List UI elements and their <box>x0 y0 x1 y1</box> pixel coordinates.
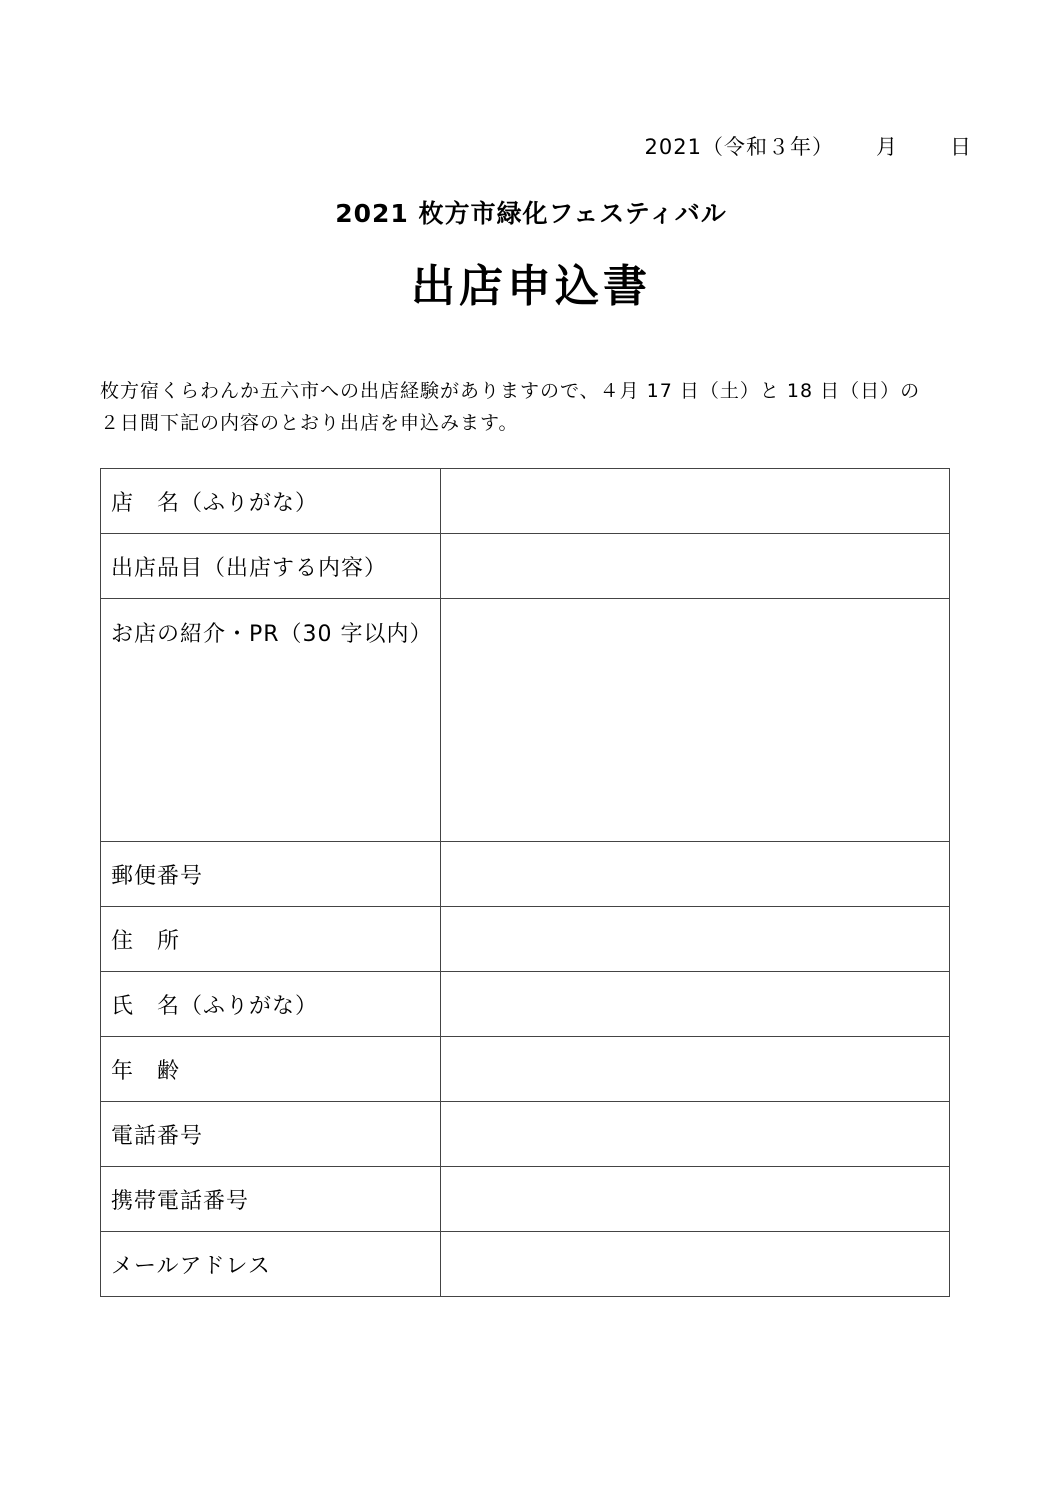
form-row-postal <box>101 842 950 907</box>
shop-name-field[interactable] <box>441 469 950 534</box>
form-row-name <box>101 972 950 1037</box>
name-field[interactable] <box>441 972 950 1037</box>
email-field[interactable] <box>441 1232 950 1297</box>
date-day[interactable]: 日 <box>950 135 972 159</box>
form-row-email <box>101 1232 950 1297</box>
form-row-items <box>101 534 950 599</box>
date-month[interactable]: 月 <box>876 135 898 159</box>
form-row-pr <box>101 599 950 842</box>
items-field[interactable] <box>441 534 950 599</box>
form-row-mobile <box>101 1167 950 1232</box>
event-subtitle: 2021 枚方市緑化フェスティバル <box>335 199 727 228</box>
postal-field[interactable] <box>441 842 950 907</box>
form-row-shop-name <box>101 469 950 534</box>
age-field[interactable] <box>441 1037 950 1102</box>
intro-line-2: ２日間下記の内容のとおり出店を申込みます。 <box>100 412 519 434</box>
phone-field[interactable] <box>441 1102 950 1167</box>
pr-field[interactable] <box>441 599 950 842</box>
application-form-table <box>100 468 950 1297</box>
pr-label: お店の紹介・PR（30 字以内） <box>101 599 441 842</box>
form-row-phone <box>101 1102 950 1167</box>
items-label: 出店品目（出店する内容） <box>101 534 441 599</box>
postal-label: 郵便番号 <box>101 842 441 907</box>
mobile-field[interactable] <box>441 1167 950 1232</box>
form-row-address <box>101 907 950 972</box>
phone-label: 電話番号 <box>101 1102 441 1167</box>
address-label: 住 所 <box>101 907 441 972</box>
name-label: 氏 名（ふりがな） <box>101 972 441 1037</box>
address-field[interactable] <box>441 907 950 972</box>
date-year: 2021（令和３年） <box>644 135 834 159</box>
page-title: 出店申込書 <box>411 261 651 312</box>
email-label: メールアドレス <box>101 1232 441 1297</box>
form-row-age <box>101 1037 950 1102</box>
intro-text <box>100 375 980 439</box>
date-line <box>645 131 972 161</box>
age-label: 年 齢 <box>101 1037 441 1102</box>
intro-line-1: 枚方宿くらわんか五六市への出店経験がありますので、４月 17 日（土）と 18 日（日）の <box>100 380 921 402</box>
mobile-label: 携帯電話番号 <box>101 1167 441 1232</box>
shop-name-label: 店 名（ふりがな） <box>101 469 441 534</box>
